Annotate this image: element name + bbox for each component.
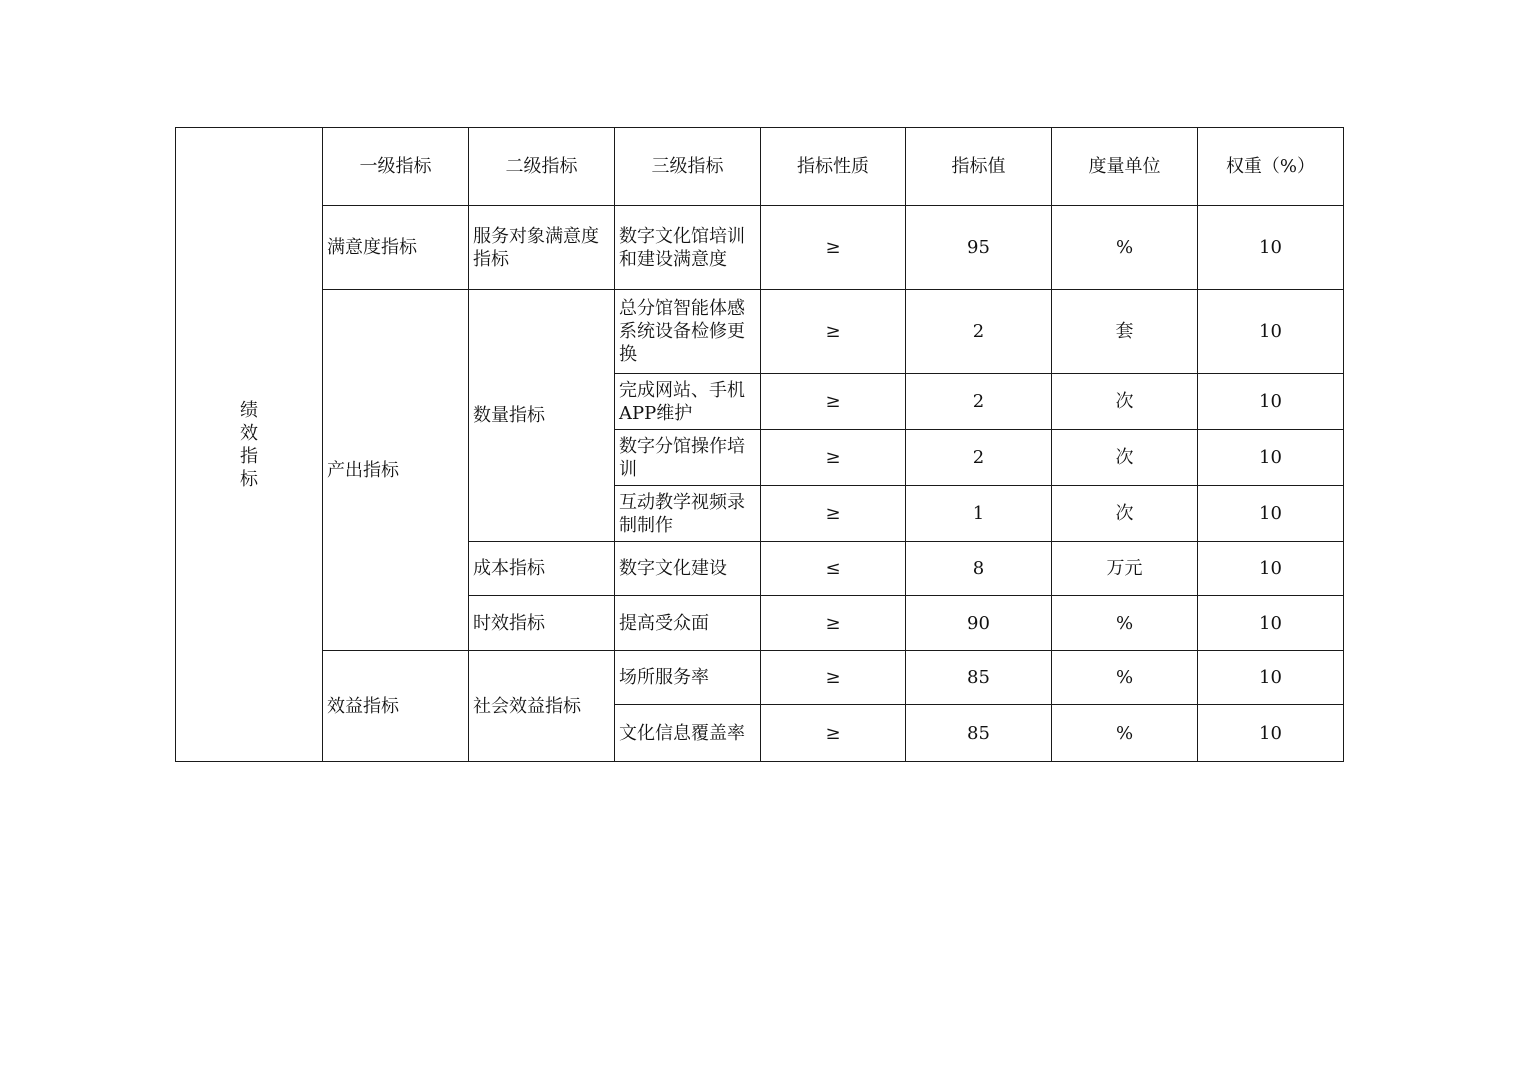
unit-cell: 次	[1052, 374, 1198, 430]
nature-cell: ≥	[761, 486, 906, 542]
unit-cell: 次	[1052, 430, 1198, 486]
level2-cell: 数量指标	[469, 290, 615, 542]
weight-cell: 10	[1198, 206, 1344, 290]
value-cell: 8	[906, 542, 1052, 596]
weight-cell: 10	[1198, 705, 1344, 762]
side-label: 绩效指标	[240, 399, 258, 490]
performance-indicator-sheet	[175, 127, 1344, 762]
nature-cell: ≤	[761, 542, 906, 596]
value-cell: 2	[906, 290, 1052, 374]
level3-cell: 数字分馆操作培训	[615, 430, 761, 486]
nature-cell: ≥	[761, 596, 906, 651]
weight-cell: 10	[1198, 542, 1344, 596]
nature-cell: ≥	[761, 705, 906, 762]
level3-cell: 提高受众面	[615, 596, 761, 651]
nature-cell: ≥	[761, 374, 906, 430]
value-cell: 85	[906, 651, 1052, 705]
header-row	[176, 128, 1344, 206]
weight-cell: 10	[1198, 486, 1344, 542]
nature-cell: ≥	[761, 290, 906, 374]
performance-indicator-table	[175, 127, 1344, 762]
unit-cell: 万元	[1052, 542, 1198, 596]
value-cell: 85	[906, 705, 1052, 762]
weight-cell: 10	[1198, 596, 1344, 651]
nature-cell: ≥	[761, 651, 906, 705]
unit-cell: 次	[1052, 486, 1198, 542]
level1-cell: 产出指标	[323, 290, 469, 651]
level2-cell: 社会效益指标	[469, 651, 615, 762]
level2-cell: 成本指标	[469, 542, 615, 596]
nature-cell: ≥	[761, 430, 906, 486]
level1-cell: 效益指标	[323, 651, 469, 762]
weight-cell: 10	[1198, 374, 1344, 430]
unit-cell: 套	[1052, 290, 1198, 374]
level2-cell: 服务对象满意度指标	[469, 206, 615, 290]
level3-cell: 完成网站、手机APP维护	[615, 374, 761, 430]
header-nature: 指标性质	[761, 128, 906, 206]
header-level3: 三级指标	[615, 128, 761, 206]
level3-cell: 互动教学视频录制制作	[615, 486, 761, 542]
level1-cell: 满意度指标	[323, 206, 469, 290]
table-row	[176, 290, 1344, 374]
level3-cell: 场所服务率	[615, 651, 761, 705]
header-level2: 二级指标	[469, 128, 615, 206]
weight-cell: 10	[1198, 290, 1344, 374]
value-cell: 1	[906, 486, 1052, 542]
weight-cell: 10	[1198, 651, 1344, 705]
unit-cell: %	[1052, 596, 1198, 651]
table-row	[176, 206, 1344, 290]
level3-cell: 数字文化馆培训和建设满意度	[615, 206, 761, 290]
header-value: 指标值	[906, 128, 1052, 206]
level3-cell: 数字文化建设	[615, 542, 761, 596]
level2-cell: 时效指标	[469, 596, 615, 651]
header-weight: 权重（%）	[1198, 128, 1344, 206]
nature-cell: ≥	[761, 206, 906, 290]
header-level1: 一级指标	[323, 128, 469, 206]
unit-cell: %	[1052, 206, 1198, 290]
table-row	[176, 651, 1344, 705]
level3-cell: 文化信息覆盖率	[615, 705, 761, 762]
weight-cell: 10	[1198, 430, 1344, 486]
value-cell: 95	[906, 206, 1052, 290]
unit-cell: %	[1052, 705, 1198, 762]
unit-cell: %	[1052, 651, 1198, 705]
value-cell: 2	[906, 430, 1052, 486]
value-cell: 90	[906, 596, 1052, 651]
level3-cell: 总分馆智能体感系统设备检修更换	[615, 290, 761, 374]
side-label-cell	[176, 128, 323, 762]
value-cell: 2	[906, 374, 1052, 430]
header-unit: 度量单位	[1052, 128, 1198, 206]
